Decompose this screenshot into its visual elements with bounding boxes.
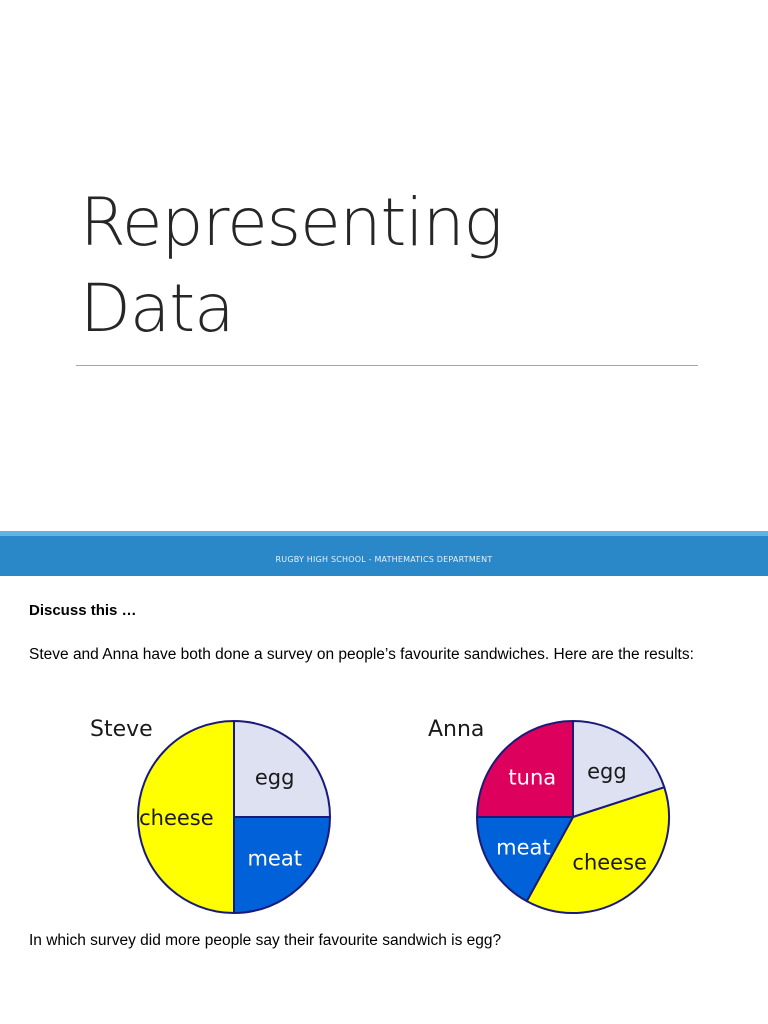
pie-charts <box>0 700 768 920</box>
slice-label-egg: egg <box>254 765 295 790</box>
survey-intro: Steve and Anna have both done a survey on people’s favourite sandwiches. Here are the results: <box>29 646 694 663</box>
pie-title-steve: Steve <box>90 717 153 742</box>
pie-chart-anna <box>428 717 669 913</box>
slice-label-meat: meat <box>496 835 551 860</box>
footer-text: RUGBY HIGH SCHOOL - MATHEMATICS DEPARTMENT <box>275 555 493 564</box>
pie-chart-steve <box>90 717 330 913</box>
title-line-2: Data <box>80 270 234 347</box>
slice-label-cheese: cheese <box>572 850 647 875</box>
slice-label-meat: meat <box>247 846 302 871</box>
title-divider <box>76 365 698 366</box>
slice-label-tuna: tuna <box>508 765 557 790</box>
slice-label-egg: egg <box>587 759 627 784</box>
title-line-1: Representing <box>80 184 503 261</box>
pie-title-anna: Anna <box>428 717 485 742</box>
slice-label-cheese: cheese <box>139 806 214 830</box>
slide-title <box>80 180 700 352</box>
discuss-heading: Discuss this … <box>29 602 137 619</box>
footer-bar <box>0 531 768 576</box>
survey-question: In which survey did more people say their favourite sandwich is egg? <box>29 932 502 949</box>
